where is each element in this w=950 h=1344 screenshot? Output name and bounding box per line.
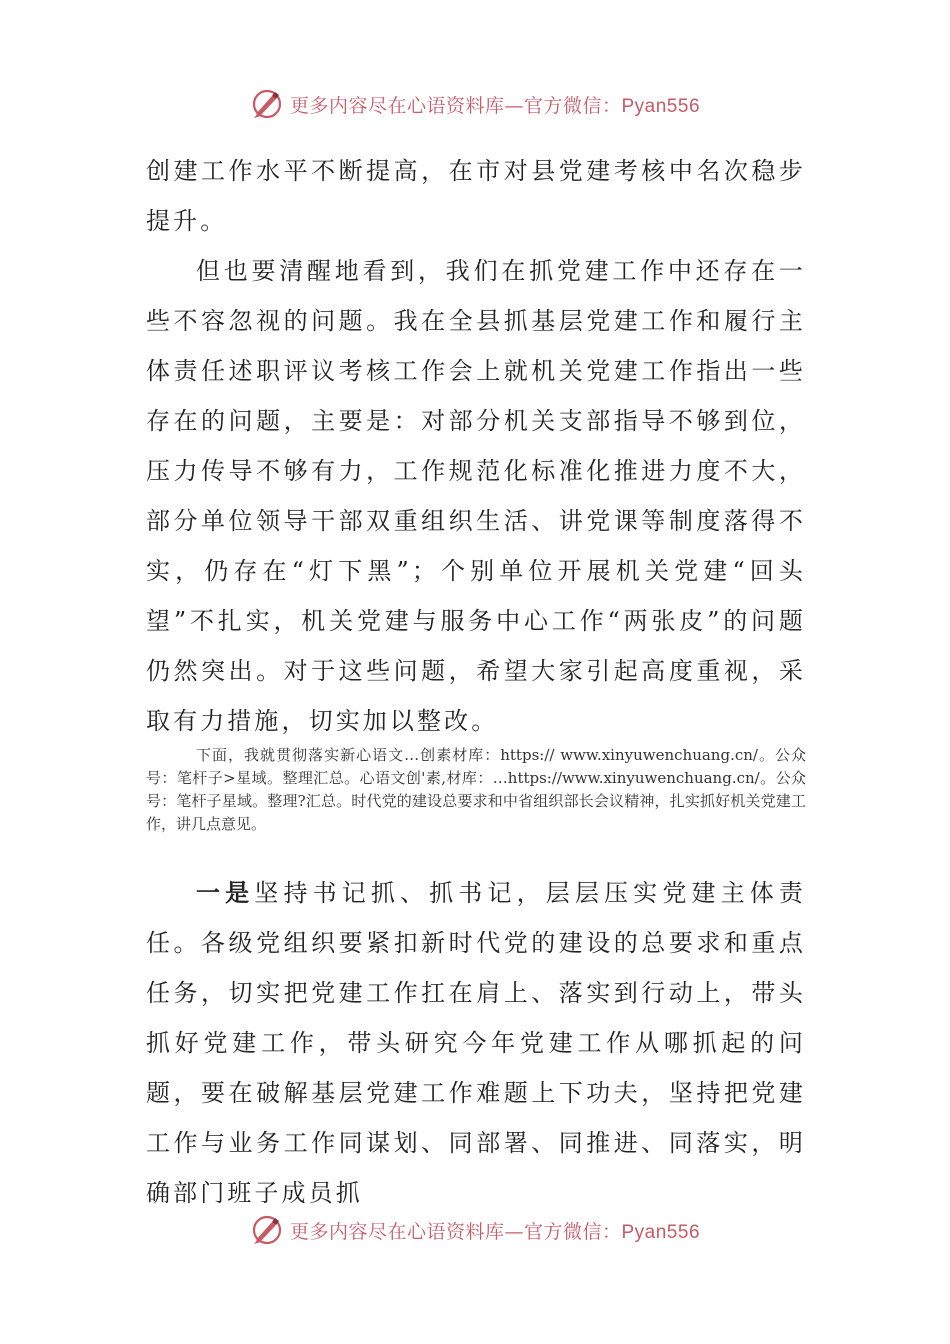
- inserted-source-note: 下面，我就贯彻落实新心语文…创素材库：https:// www.xinyuwenchuang.cn/。公众号：笔杆子>星域。整理汇总。心语文创'素,材库：…https://www.xinyuwenchuang.cn/。公众号：笔杆子星域。整理?汇总。时代党的建设总要求和中省组织部长会议精神，扎实抓好机关党建工作，讲几点意见。: [146, 746, 806, 833]
- pen-logo-icon: [250, 1213, 284, 1247]
- header-watermark-banner: [0, 84, 950, 124]
- point-one-body: 坚持书记抓、抓书记，层层压实党建主体责任。各级党组织要紧扣新时代党的建设的总要求和重点任务，切实把党建工作扛在肩上、落实到行动上，带头抓好党建工作，带头研究今年党建工作从哪抓起的问题，要在破解基层党建工作难题上下功夫，坚持把党建工作与业务工作同谋划、同部署、同推进、同落实，明确部门班子成员抓: [146, 879, 806, 1207]
- pen-logo-icon: [250, 87, 284, 121]
- header-banner-text: 更多内容尽在心语资料库—官方微信：Pyan556: [289, 94, 701, 117]
- paragraph-continuation: 创建工作水平不断提高，在市对县党建考核中名次稳步提升。: [146, 157, 806, 235]
- footer-watermark-banner: [0, 1210, 950, 1250]
- paragraph-problems: 但也要清醒地看到，我们在抓党建工作中还存在一些不容忽视的问题。我在全县抓基层党建工作和履行主体责任述职评议考核工作会上就机关党建工作指出一些存在的问题，主要是：对部分机关支部指导不够到位，压力传导不够有力，工作规范化标准化推进力度不大，部分单位领导干部双重组织生活、讲党课等制度落得不实，仍存在“灯下黑”；个别单位开展机关党建“回头望”不扎实，机关党建与服务中心工作“两张皮”的问题仍然突出。对于这些问题，希望大家引起高度重视，采取有力措施，切实加以整改。: [146, 257, 806, 735]
- point-one-lead: 一是: [196, 878, 255, 907]
- paragraph-point-one: [146, 868, 806, 1218]
- footer-banner-text: 更多内容尽在心语资料库—官方微信：Pyan556: [289, 1220, 701, 1243]
